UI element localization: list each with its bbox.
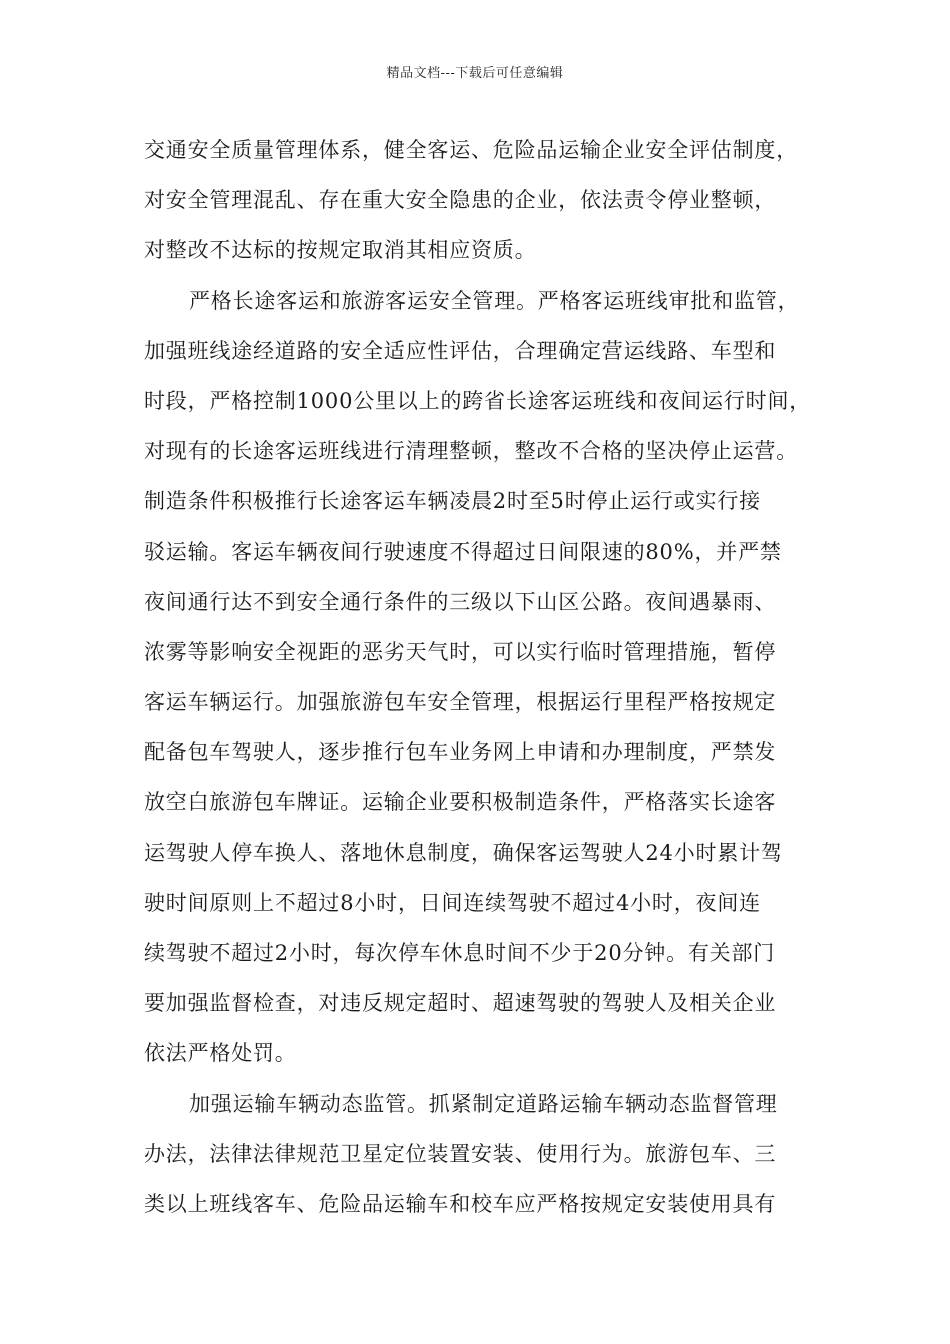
text-line: 加强运输车辆动态监管。抓紧制定道路运输车辆动态监督管理 <box>189 1091 778 1116</box>
text-line: 办法，法律法律规范卫星定位装置安装、使用行为。旅游包车、三 <box>144 1141 777 1166</box>
text-line: 要加强监督检查，对违反规定超时、超速驾驶的驾驶人及相关企业 <box>144 991 777 1016</box>
page-header: 精品文档---下载后可任意编辑 <box>386 66 564 81</box>
text-line: 类以上班线客车、危险品运输车和校车应严格按规定安装使用具有 <box>144 1191 777 1216</box>
text-line: 交通安全质量管理体系，健全客运、危险品运输企业安全评估制度， <box>144 138 798 162</box>
text-line: 续驾驶不超过2小时，每次停车休息时间不少于20分钟。有关部门 <box>144 941 776 965</box>
text-line: 驶时间原则上不超过8小时，日间连续驾驶不超过4小时，夜间连 <box>144 890 761 915</box>
document-body <box>144 125 834 1229</box>
text-line: 对整改不达标的按规定取消其相应资质。 <box>144 238 537 263</box>
text-line: 夜间通行达不到安全通行条件的三级以下山区公路。夜间遇暴雨、 <box>144 589 777 614</box>
text-line: 对现有的长途客运班线进行清理整顿，整改不合格的坚决停止运营。 <box>144 439 798 464</box>
text-line: 严格长途客运和旅游客运安全管理。严格客运班线审批和监管， <box>189 288 800 313</box>
text-line: 放空白旅游包车牌证。运输企业要积极制造条件，严格落实长途客 <box>144 790 777 815</box>
text-line: 对安全管理混乱、存在重大安全隐患的企业，依法责令停业整顿， <box>144 188 777 213</box>
text-line: 客运车辆运行。加强旅游包车安全管理，根据运行里程严格按规定 <box>144 690 777 715</box>
text-line: 制造条件积极推行长途客运车辆凌晨2时至5时停止运行或实行接 <box>144 489 761 514</box>
text-line: 时段，严格控制1000公里以上的跨省长途客运班线和夜间运行时间， <box>144 388 812 413</box>
text-line: 浓雾等影响安全视距的恶劣天气时，可以实行临时管理措施，暂停 <box>144 639 777 664</box>
text-line: 运驾驶人停车换人、落地休息制度，确保客运驾驶人24小时累计驾 <box>144 840 783 865</box>
text-line: 依法严格处罚。 <box>144 1041 297 1066</box>
text-line: 驳运输。客运车辆夜间行驶速度不得超过日间限速的80%，并严禁 <box>144 539 782 564</box>
text-line: 加强班线途经道路的安全适应性评估，合理确定营运线路、车型和 <box>144 338 777 363</box>
text-line: 配备包车驾驶人，逐步推行包车业务网上申请和办理制度，严禁发 <box>144 740 777 765</box>
